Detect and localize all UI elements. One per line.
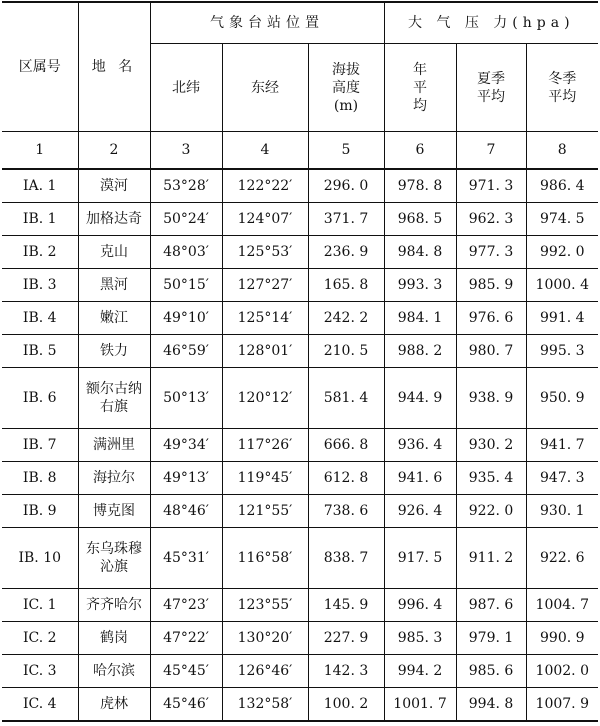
winter-mean-cell: 991. 4 (526, 302, 598, 335)
latitude-cell: 50°15′ (150, 269, 222, 302)
place-name-cell (78, 203, 150, 236)
winter-mean-cell: 930. 1 (526, 495, 598, 528)
table-row (2, 589, 598, 622)
place-name-line: 铁力 (100, 343, 128, 359)
table-row (2, 169, 598, 203)
summer-mean-cell: 971. 3 (456, 169, 526, 203)
winter-mean-cell: 1007. 9 (526, 688, 598, 722)
altitude-cell: 666. 8 (308, 429, 384, 462)
zone-cell: IB. 4 (2, 302, 78, 335)
zone-cell: IC. 4 (2, 688, 78, 722)
annual-mean-cell: 984. 8 (384, 236, 456, 269)
place-name-line: 沁旗 (100, 559, 128, 575)
altitude-cell: 581. 4 (308, 368, 384, 429)
altitude-cell: 296. 0 (308, 169, 384, 203)
place-name-line: 满洲里 (93, 437, 135, 453)
winter-mean-cell: 1002. 0 (526, 655, 598, 688)
place-name-cell (78, 429, 150, 462)
meteorological-station-table (2, 1, 598, 722)
altitude-cell: 838. 7 (308, 528, 384, 589)
place-name-line: 虎林 (100, 696, 128, 712)
longitude-cell: 126°46′ (222, 655, 308, 688)
zone-cell: IB. 2 (2, 236, 78, 269)
place-name-line: 哈尔滨 (93, 663, 135, 679)
zone-cell: IB. 3 (2, 269, 78, 302)
place-name-line: 东乌珠穆 (86, 541, 142, 557)
header-longitude: 东经 (222, 44, 308, 132)
winter-mean-cell: 995. 3 (526, 335, 598, 368)
altitude-cell: 145. 9 (308, 589, 384, 622)
place-name-cell (78, 302, 150, 335)
annual-mean-cell: 917. 5 (384, 528, 456, 589)
longitude-cell: 117°26′ (222, 429, 308, 462)
col-number: 2 (78, 132, 150, 170)
winter-mean-cell: 974. 5 (526, 203, 598, 236)
summer-mean-cell: 985. 6 (456, 655, 526, 688)
place-name-cell (78, 169, 150, 203)
longitude-cell: 120°12′ (222, 368, 308, 429)
altitude-cell: 210. 5 (308, 335, 384, 368)
annual-mean-cell: 984. 1 (384, 302, 456, 335)
place-name-cell (78, 269, 150, 302)
table-row (2, 462, 598, 495)
col-number: 6 (384, 132, 456, 170)
summer-mean-cell: 985. 9 (456, 269, 526, 302)
place-name-line: 右旗 (100, 399, 128, 415)
table-row (2, 302, 598, 335)
longitude-cell: 127°27′ (222, 269, 308, 302)
place-name-cell (78, 462, 150, 495)
header-summer-mean: 夏季 平均 (456, 44, 526, 132)
summer-mean-cell: 922. 0 (456, 495, 526, 528)
longitude-cell: 125°14′ (222, 302, 308, 335)
place-name-line: 加格达奇 (86, 211, 142, 227)
header-station-position: 气象台站位置 (150, 2, 384, 44)
longitude-cell: 128°01′ (222, 335, 308, 368)
zone-cell: IB. 6 (2, 368, 78, 429)
col-number: 3 (150, 132, 222, 170)
column-number-row (2, 132, 598, 170)
annual-mean-cell: 1001. 7 (384, 688, 456, 722)
place-name-line: 黑河 (100, 277, 128, 293)
zone-cell: IB. 7 (2, 429, 78, 462)
zone-cell: IB. 5 (2, 335, 78, 368)
table-row (2, 688, 598, 722)
zone-cell: IB. 10 (2, 528, 78, 589)
altitude-cell: 142. 3 (308, 655, 384, 688)
header-pressure: 大 气 压 力(hpa) (384, 2, 598, 44)
place-name-cell (78, 622, 150, 655)
altitude-cell: 100. 2 (308, 688, 384, 722)
summer-mean-cell: 962. 3 (456, 203, 526, 236)
winter-mean-cell: 941. 7 (526, 429, 598, 462)
winter-mean-cell: 947. 3 (526, 462, 598, 495)
annual-mean-cell: 926. 4 (384, 495, 456, 528)
winter-mean-cell: 950. 9 (526, 368, 598, 429)
zone-cell: IC. 3 (2, 655, 78, 688)
summer-mean-cell: 938. 9 (456, 368, 526, 429)
annual-mean-cell: 994. 2 (384, 655, 456, 688)
zone-cell: IC. 2 (2, 622, 78, 655)
table-row (2, 236, 598, 269)
col-number: 4 (222, 132, 308, 170)
summer-mean-cell: 987. 6 (456, 589, 526, 622)
latitude-cell: 46°59′ (150, 335, 222, 368)
table-row (2, 368, 598, 429)
longitude-cell: 130°20′ (222, 622, 308, 655)
zone-cell: IB. 9 (2, 495, 78, 528)
longitude-cell: 123°55′ (222, 589, 308, 622)
header-annual-mean: 年 平 均 (384, 44, 456, 132)
table-row (2, 495, 598, 528)
annual-mean-cell: 993. 3 (384, 269, 456, 302)
annual-mean-cell: 985. 3 (384, 622, 456, 655)
longitude-cell: 132°58′ (222, 688, 308, 722)
zone-cell: IB. 8 (2, 462, 78, 495)
latitude-cell: 47°22′ (150, 622, 222, 655)
col-number: 8 (526, 132, 598, 170)
place-name-line: 海拉尔 (93, 470, 135, 486)
place-name-cell (78, 495, 150, 528)
latitude-cell: 49°34′ (150, 429, 222, 462)
longitude-cell: 122°22′ (222, 169, 308, 203)
latitude-cell: 53°28′ (150, 169, 222, 203)
winter-mean-cell: 1000. 4 (526, 269, 598, 302)
summer-mean-cell: 976. 6 (456, 302, 526, 335)
place-name-line: 博克图 (93, 503, 135, 519)
winter-mean-cell: 1004. 7 (526, 589, 598, 622)
latitude-cell: 45°31′ (150, 528, 222, 589)
zone-cell: IA. 1 (2, 169, 78, 203)
annual-mean-cell: 968. 5 (384, 203, 456, 236)
table-row (2, 622, 598, 655)
latitude-cell: 50°24′ (150, 203, 222, 236)
col-number: 1 (2, 132, 78, 170)
zone-cell: IC. 1 (2, 589, 78, 622)
latitude-cell: 45°45′ (150, 655, 222, 688)
latitude-cell: 49°13′ (150, 462, 222, 495)
summer-mean-cell: 977. 3 (456, 236, 526, 269)
altitude-cell: 165. 8 (308, 269, 384, 302)
altitude-cell: 612. 8 (308, 462, 384, 495)
summer-mean-cell: 994. 8 (456, 688, 526, 722)
table-row (2, 429, 598, 462)
latitude-cell: 48°03′ (150, 236, 222, 269)
header-altitude: 海拔 高度 (m) (308, 44, 384, 132)
winter-mean-cell: 986. 4 (526, 169, 598, 203)
place-name-cell (78, 589, 150, 622)
place-name-line: 嫩江 (100, 310, 128, 326)
place-name-cell (78, 368, 150, 429)
annual-mean-cell: 978. 8 (384, 169, 456, 203)
zone-cell: IB. 1 (2, 203, 78, 236)
table-row (2, 528, 598, 589)
annual-mean-cell: 941. 6 (384, 462, 456, 495)
annual-mean-cell: 936. 4 (384, 429, 456, 462)
place-name-cell (78, 528, 150, 589)
header-zone: 区属号 (2, 2, 78, 132)
altitude-cell: 371. 7 (308, 203, 384, 236)
altitude-cell: 242. 2 (308, 302, 384, 335)
longitude-cell: 125°53′ (222, 236, 308, 269)
altitude-cell: 227. 9 (308, 622, 384, 655)
table-row (2, 335, 598, 368)
latitude-cell: 47°23′ (150, 589, 222, 622)
table-row (2, 269, 598, 302)
summer-mean-cell: 930. 2 (456, 429, 526, 462)
longitude-cell: 121°55′ (222, 495, 308, 528)
winter-mean-cell: 922. 6 (526, 528, 598, 589)
place-name-line: 鹤岗 (100, 630, 128, 646)
annual-mean-cell: 996. 4 (384, 589, 456, 622)
latitude-cell: 50°13′ (150, 368, 222, 429)
longitude-cell: 116°58′ (222, 528, 308, 589)
place-name-cell (78, 335, 150, 368)
winter-mean-cell: 990. 9 (526, 622, 598, 655)
header-name: 地 名 (78, 2, 150, 132)
latitude-cell: 49°10′ (150, 302, 222, 335)
longitude-cell: 119°45′ (222, 462, 308, 495)
longitude-cell: 124°07′ (222, 203, 308, 236)
header-latitude: 北纬 (150, 44, 222, 132)
header-winter-mean: 冬季 平均 (526, 44, 598, 132)
place-name-cell (78, 655, 150, 688)
annual-mean-cell: 988. 2 (384, 335, 456, 368)
place-name-line: 漠河 (100, 178, 128, 194)
table-body (2, 132, 598, 722)
altitude-cell: 738. 6 (308, 495, 384, 528)
annual-mean-cell: 944. 9 (384, 368, 456, 429)
summer-mean-cell: 980. 7 (456, 335, 526, 368)
place-name-cell (78, 236, 150, 269)
table-row (2, 655, 598, 688)
latitude-cell: 48°46′ (150, 495, 222, 528)
col-number: 7 (456, 132, 526, 170)
table-row (2, 203, 598, 236)
latitude-cell: 45°46′ (150, 688, 222, 722)
summer-mean-cell: 935. 4 (456, 462, 526, 495)
place-name-line: 克山 (100, 244, 128, 260)
summer-mean-cell: 911. 2 (456, 528, 526, 589)
place-name-line: 齐齐哈尔 (86, 597, 142, 613)
place-name-line: 额尔古纳 (86, 381, 142, 397)
col-number: 5 (308, 132, 384, 170)
summer-mean-cell: 979. 1 (456, 622, 526, 655)
altitude-cell: 236. 9 (308, 236, 384, 269)
winter-mean-cell: 992. 0 (526, 236, 598, 269)
place-name-cell (78, 688, 150, 722)
